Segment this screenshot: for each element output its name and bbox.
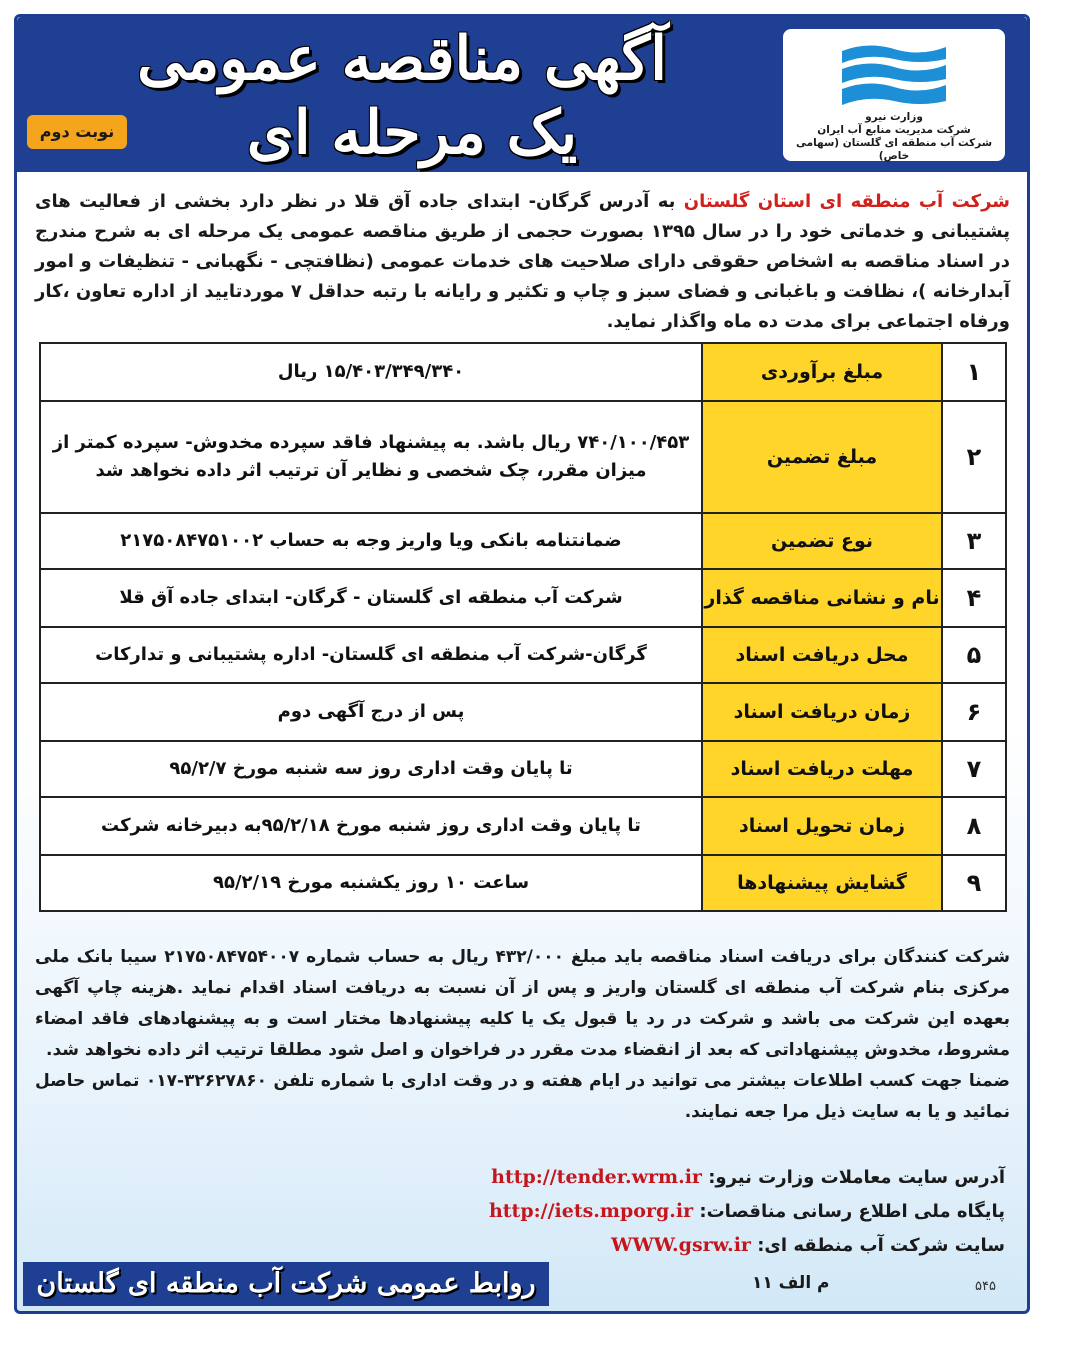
contact-paragraph: ضمنا جهت کسب اطلاعات بیشتر می توانید در ایام هفته و در وقت اداری با شماره تلفن ۳۲۶۲۷۸۶۰-۰۱۷ تماس حاصل نمائید و یا به سایت ذیل مرا جعه نمایند. bbox=[35, 1071, 1010, 1122]
title-line2: یک مرحله ای bbox=[246, 98, 578, 168]
address-label: پایگاه ملی اطلاع رسانی مناقصات: bbox=[699, 1201, 1005, 1222]
row-number: ۵ bbox=[942, 627, 1006, 683]
row-value: ساعت ۱۰ روز یکشنبه مورخ ۹۵/۲/۱۹ bbox=[40, 855, 702, 911]
row-number: ۸ bbox=[942, 797, 1006, 855]
row-value: ۱۵/۴۰۳/۳۴۹/۳۴۰ ریال bbox=[40, 343, 702, 401]
address-link[interactable]: http://tender.wrm.ir bbox=[491, 1166, 702, 1188]
row-number: ۹ bbox=[942, 855, 1006, 911]
row-label: گشایش پیشنهادها bbox=[702, 855, 942, 911]
row-value: ضمانتنامه بانکی ویا واریز وجه به حساب ۲۱۷۵۰۸۴۷۵۱۰۰۲ bbox=[40, 513, 702, 569]
logo-regional: شرکت آب منطقه ای گلستان (سهامی خاص) bbox=[795, 137, 993, 162]
row-value: تا پایان وقت اداری روز شنبه مورخ ۹۵/۲/۱۸به دبیرخانه شرکت bbox=[40, 797, 702, 855]
row-number: ۶ bbox=[942, 683, 1006, 741]
row-number: ۴ bbox=[942, 569, 1006, 627]
address-label: سایت شرکت آب منطقه ای: bbox=[757, 1235, 1005, 1256]
row-number: ۳ bbox=[942, 513, 1006, 569]
row-value: پس از درج آگهی دوم bbox=[40, 683, 702, 741]
table-row bbox=[40, 513, 1006, 569]
address-link[interactable]: WWW.gsrw.ir bbox=[610, 1234, 751, 1256]
logo-box bbox=[783, 29, 1005, 161]
logo-company: شرکت مدیریت منابع آب ایران bbox=[817, 124, 971, 136]
row-label: محل دریافت اسناد bbox=[702, 627, 942, 683]
row-label: مهلت دریافت اسناد bbox=[702, 741, 942, 797]
row-label: نام و نشانی مناقصه گذار bbox=[702, 569, 942, 627]
table-row bbox=[40, 569, 1006, 627]
row-label: نوع تضمین bbox=[702, 513, 942, 569]
announcement-frame bbox=[14, 14, 1030, 1314]
tender-details-table bbox=[39, 342, 1007, 912]
address-row-2 bbox=[489, 1197, 1005, 1226]
intro-paragraph bbox=[35, 187, 1010, 337]
row-number: ۱ bbox=[942, 343, 1006, 401]
title-line1: آگهی مناقصه عمومی bbox=[137, 24, 667, 94]
intro-text: به آدرس گرگان- ابتدای جاده آق قلا در نظر دارد بخشی از فعالیت های پشتیبانی و خدماتی خود را در سال ۱۳۹۵ بصورت حجمی از طریق مناقصه عمومی یک مرحله ای به شرح مندرج در اسناد مناقصه به اشخاص حقوقی دارای صلاحیت های خدمات عمومی (نظافتچی - نگهبانی - تنظیفات و امور آبدارخانه )، نظافت و باغبانی و فضای سبز و چاپ و تکثیر و رایانه با رتبه حداقل ۷ موردتایید از اداره تعاون ،کار ورفاه اجتماعی برای مدت ده ماه واگذار نماید. bbox=[35, 191, 1010, 332]
terms-paragraph: شرکت کنندگان برای دریافت اسناد مناقصه باید مبلغ ۴۳۲/۰۰۰ ریال به حساب شماره ۲۱۷۵۰۸۴۷۵۴۰۰۷ سیبا بانک ملی مرکزی بنام شرکت آب منطقه ای گلستان واریز و پس از آن نسبت به دریافت اسناد اقدام نماید .هزینه چاپ آگهی بعهده این شرکت می باشد و شرکت در رد یا قبول یک یا کلیه پیشنهادها مختار است و به پیشنهادهای فاقد امضاء مشروط، مخدوش پیشنهاداتی که بعد از انقضاء مدت مقرر در فراخوان و اصل شود مطلقا ترتیب اثر داده نخواهد شد. bbox=[35, 947, 1010, 1060]
row-label: مبلغ برآوردی bbox=[702, 343, 942, 401]
table-row bbox=[40, 343, 1006, 401]
row-label: زمان تحویل اسناد bbox=[702, 797, 942, 855]
row-value: تا پایان وقت اداری روز سه شنبه مورخ ۹۵/۲/۷ bbox=[40, 741, 702, 797]
row-value: گرگان-شرکت آب منطقه ای گلستان- اداره پشتیبانی و تدارکات bbox=[40, 627, 702, 683]
address-row-3 bbox=[611, 1231, 1005, 1260]
row-label: مبلغ تضمین bbox=[702, 401, 942, 513]
table-row bbox=[40, 683, 1006, 741]
publisher-box: روابط عمومی شرکت آب منطقه ای گلستان bbox=[23, 1262, 549, 1306]
address-row-1 bbox=[491, 1163, 1005, 1192]
logo-ministry: وزارت نیرو bbox=[865, 111, 923, 123]
round-badge: نوبت دوم bbox=[27, 115, 127, 149]
table-row bbox=[40, 855, 1006, 911]
row-label: زمان دریافت اسناد bbox=[702, 683, 942, 741]
table-row bbox=[40, 797, 1006, 855]
ad-number: ۵۴۵ bbox=[975, 1279, 996, 1294]
row-value: شرکت آب منطقه ای گلستان - گرگان- ابتدای جاده آق قلا bbox=[40, 569, 702, 627]
row-number: ۲ bbox=[942, 401, 1006, 513]
table-row bbox=[40, 401, 1006, 513]
row-value: ۷۴۰/۱۰۰/۴۵۳ ریال باشد. به پیشنهاد فاقد سپرده مخدوش- سپرده کمتر از میزان مقرر، چک شخصی و نظایر آن ترتیب اثر داده نخواهد شد bbox=[40, 401, 702, 513]
table-row bbox=[40, 741, 1006, 797]
address-link[interactable]: http://iets.mporg.ir bbox=[488, 1200, 694, 1222]
table-row bbox=[40, 627, 1006, 683]
water-logo-icon bbox=[838, 37, 950, 109]
row-number: ۷ bbox=[942, 741, 1006, 797]
intro-company: شرکت آب منطقه ای استان گلستان bbox=[683, 191, 1010, 212]
address-label: آدرس سایت معاملات وزارت نیرو: bbox=[708, 1167, 1005, 1188]
terms-section bbox=[35, 942, 1010, 1128]
ad-code: م الف ۱۱ bbox=[752, 1273, 830, 1293]
header-banner bbox=[17, 17, 1027, 172]
